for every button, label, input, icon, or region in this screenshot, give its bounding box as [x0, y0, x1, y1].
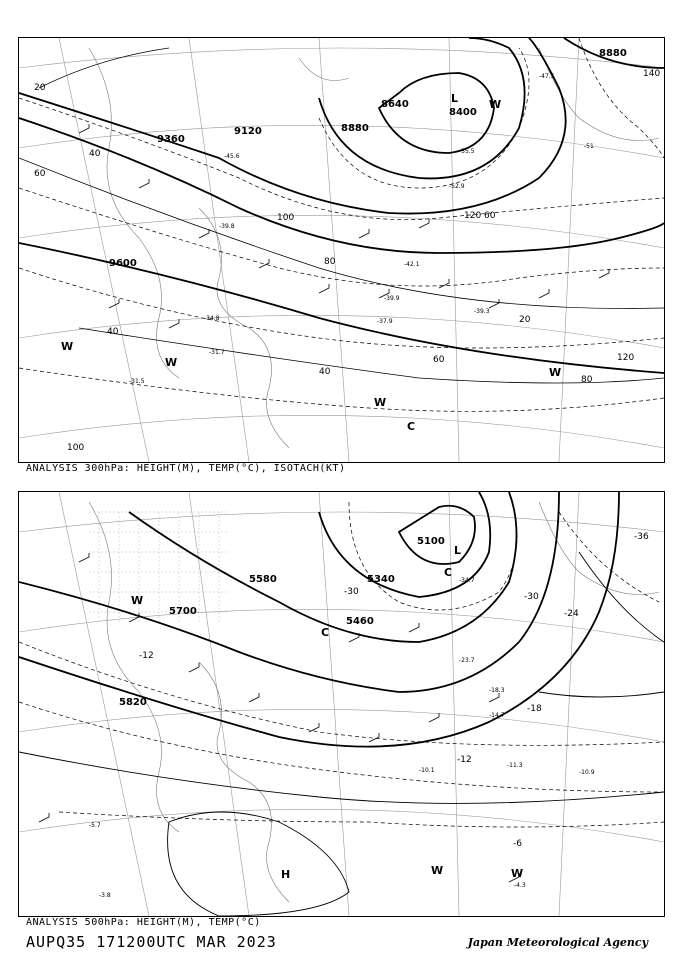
temp-label: -55.5 [459, 148, 475, 155]
map-300hpa [19, 38, 664, 462]
graticule [19, 38, 664, 462]
warm-marker: W [165, 356, 178, 369]
temp-label: -31.5 [129, 378, 145, 385]
isotach-label: 100 [277, 213, 295, 223]
height-label: 8400 [449, 107, 477, 118]
cold-marker: C [407, 420, 416, 433]
temp-label: -10.1 [419, 767, 435, 774]
warm-marker: W [489, 98, 502, 111]
isotach-label: 140 [643, 69, 661, 79]
isotach-label: 120 [464, 211, 482, 221]
isotach-label: 80 [324, 257, 336, 267]
temp-label: -24 [564, 609, 579, 619]
warm-marker: W [61, 340, 74, 353]
high-marker: H [281, 868, 291, 881]
bulletin-code: AUPQ35 171200UTC MAR 2023 [26, 933, 277, 951]
coastline [89, 502, 659, 902]
temp-label: -3.8 [99, 892, 111, 899]
height-label: 5580 [249, 574, 277, 585]
height-label: 8880 [341, 123, 369, 134]
height-label: 5460 [346, 616, 374, 627]
temp-label: -12 [139, 651, 154, 661]
low-marker: L [451, 92, 459, 105]
height-label: 9600 [109, 258, 137, 269]
warm-marker: W [511, 867, 524, 880]
chart-500hpa [18, 491, 665, 917]
height-label: 8640 [381, 99, 409, 110]
temp-label: -11.3 [507, 762, 523, 769]
isotach-label: 20 [34, 83, 46, 93]
low-marker: L [454, 544, 462, 557]
temp-label: -30 [524, 592, 539, 602]
warm-marker: W [374, 396, 387, 409]
temp-label: -39.9 [384, 295, 400, 302]
isotach-label: 120 [617, 353, 635, 363]
temp-label: -34.8 [204, 315, 220, 322]
wind-barbs [79, 124, 609, 328]
height-label: 9120 [234, 126, 262, 137]
temp-label: -12 [457, 755, 472, 765]
caption-300hpa: ANALYSIS 300hPa: HEIGHT(M), TEMP(°C), ISOTACH(KT) [26, 463, 346, 474]
agency-name: Japan Meteorological Agency [467, 936, 648, 949]
temp-label: -31.7 [209, 349, 225, 356]
caption-500hpa: ANALYSIS 500hPa: HEIGHT(M), TEMP(°C) [26, 917, 261, 928]
temp-label: -6 [513, 839, 522, 849]
isotach-label: 80 [581, 375, 593, 385]
temp-label: -36 [634, 532, 649, 542]
isotach-label: 60 [433, 355, 445, 365]
temp-label: -42.1 [404, 261, 420, 268]
temp-label: -10.9 [579, 769, 595, 776]
temp-label: -39.8 [219, 223, 235, 230]
warm-marker: W [431, 864, 444, 877]
temp-label: -37.9 [377, 318, 393, 325]
temp-label: -14.7 [489, 712, 505, 719]
isotach-label: 60 [484, 211, 496, 221]
isotach-label: 60 [34, 169, 46, 179]
temp-label: -30 [344, 587, 359, 597]
warm-marker: W [131, 594, 144, 607]
temp-label: -39.3 [474, 308, 490, 315]
temp-label: -51 [584, 143, 594, 150]
height-label: 5700 [169, 606, 197, 617]
hatched-area [89, 512, 229, 622]
isotach-label: 40 [107, 327, 119, 337]
cold-marker: C [444, 566, 453, 579]
isotach-label: 40 [89, 149, 101, 159]
temp-label: -52.9 [449, 183, 465, 190]
isotach-label: 40 [319, 367, 331, 377]
temp-label: -4.3 [514, 882, 526, 889]
map-500hpa [19, 492, 664, 916]
isotherm-solid [19, 552, 664, 916]
warm-marker: W [549, 366, 562, 379]
height-label: 8880 [599, 48, 627, 59]
temp-label: -45.6 [224, 153, 240, 160]
temp-label: -18.3 [489, 687, 505, 694]
temp-label: -23.7 [459, 657, 475, 664]
cold-marker: C [321, 626, 330, 639]
temp-label: -18 [527, 704, 542, 714]
height-label: 5820 [119, 697, 147, 708]
temp-label: -47.5 [539, 73, 555, 80]
temp-label: -34.7 [459, 577, 475, 584]
height-label: 5340 [367, 574, 395, 585]
isotach-label: 20 [519, 315, 531, 325]
height-label: 5100 [417, 536, 445, 547]
chart-300hpa [18, 37, 665, 463]
temp-label: -5.7 [89, 822, 101, 829]
height-label: 9360 [157, 134, 185, 145]
isotach-label: 100 [67, 443, 85, 453]
